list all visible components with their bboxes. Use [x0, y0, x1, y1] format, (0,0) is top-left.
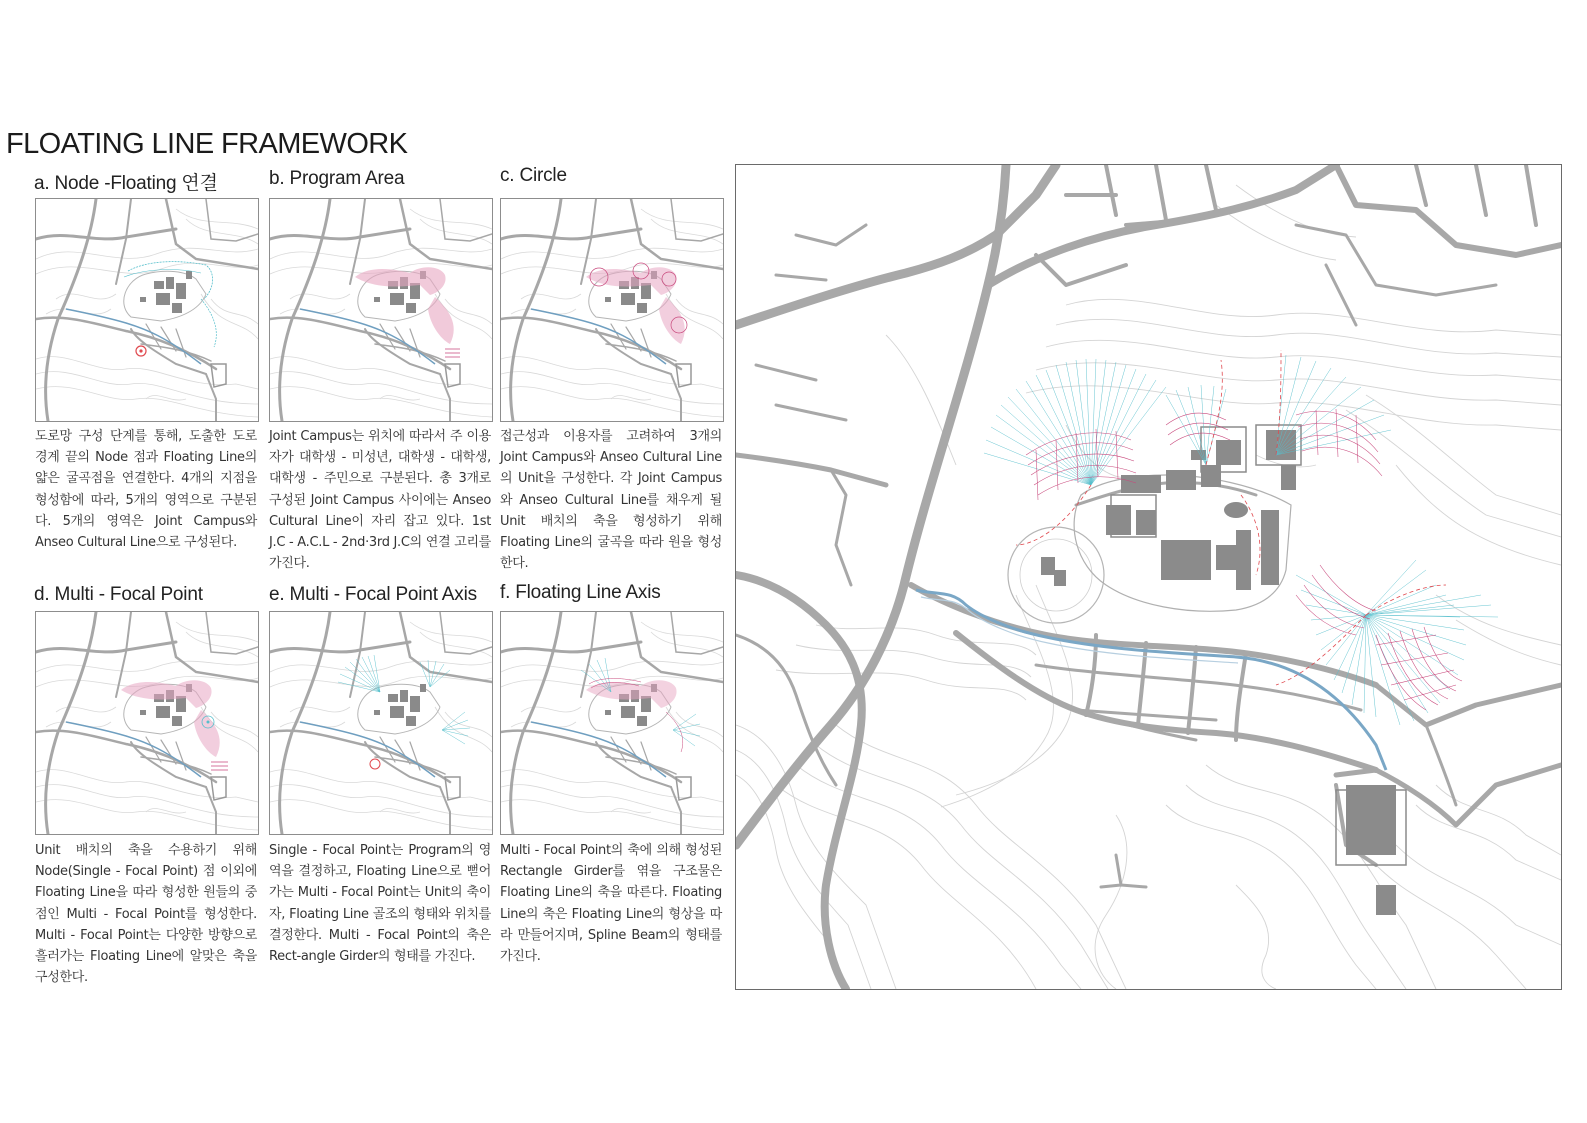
- page-title: FLOATING LINE FRAMEWORK: [6, 128, 408, 160]
- panel-c-heading: c. Circle: [500, 165, 567, 186]
- panel-e-caption: Single - Focal Point는 Program의 영역을 결정하고, Floating Line으로 뻗어가는 Multi - Focal Point는 Unit의 축이자, Floating Line 골조의 형태와 위치를 결정한다. Multi - Focal Point의 축은 Rect-angle Girder의 형태를 가진다.: [269, 843, 491, 965]
- panel-e-heading: e. Multi - Focal Point Axis: [269, 584, 477, 605]
- road-network: [736, 165, 1561, 989]
- panel-d-heading: d. Multi - Focal Point: [34, 584, 203, 605]
- panel-a-map: [35, 198, 259, 422]
- panel-a-heading: a. Node -Floating 연결: [34, 173, 218, 194]
- panel-b-caption: Joint Campus는 위치에 따라서 주 이용자가 대학생 - 미성년, 대학생 - 대학생, 대학생 - 주민으로 구분된다. 총 3개로 구성된 Joint Campus 사이에는 Anseo Cultural Line이 자리 잡고 있다. 1st J.C - A.C.L - 2nd·3rd J.C의 연결 고리를 가진다.: [269, 429, 491, 572]
- panel-f-heading: f. Floating Line Axis: [500, 582, 661, 603]
- panel-d-map: [35, 611, 259, 835]
- panel-b-heading: b. Program Area: [269, 168, 405, 189]
- floating-line-red-dashed: [1016, 350, 1446, 685]
- panel-c-map: [500, 198, 724, 422]
- site-plan-map: [735, 164, 1562, 990]
- panel-a-caption: 도로망 구성 단계를 통해, 도출한 도로 경계 끝의 Node 점과 Floating Line의 얇은 굴곡점을 연결한다. 4개의 지점을 형성함에 따라, 5개의 영역으로 구분된다. 5개의 영역은 Joint Campus와 Anseo Cultural Line으로 구성된다.: [35, 429, 257, 551]
- panel-c-caption: 접근성과 이용자를 고려하여 3개의 Joint Campus와 Anseo Cultural Line의 Unit을 구성한다. 각 Joint Campus와 Anseo Cultural Line를 채우게 될 Unit 배치의 축을 형성하기 위해 Floating Line의 굴곡을 따라 원을 형성한다.: [500, 429, 722, 572]
- panel-e-map: [269, 611, 493, 835]
- panel-b-map: [269, 198, 493, 422]
- panel-d-caption: Unit 배치의 축을 수용하기 위해 Node(Single - Focal Point) 점 이외에 Floating Line을 따라 형성한 원들의 중점인 Multi - Focal Point를 형성한다. Multi - Focal Point는 다양한 방향으로 흘러가는 Floating Line에 알맞은 축을 구성한다.: [35, 843, 257, 986]
- panel-f-map: [500, 611, 724, 835]
- contour-lines: [736, 185, 1561, 989]
- panel-f-caption: Multi - Focal Point의 축에 의해 형성된 Rectangle Girder를 엮을 구조물은 Floating Line의 축을 따른다. Floating Line의 축은 Floating Line의 형상을 따라 만들어지며, Spline Beam의 형태를 가진다.: [500, 843, 722, 965]
- river: [916, 590, 1386, 770]
- program-area-shape: [355, 267, 446, 295]
